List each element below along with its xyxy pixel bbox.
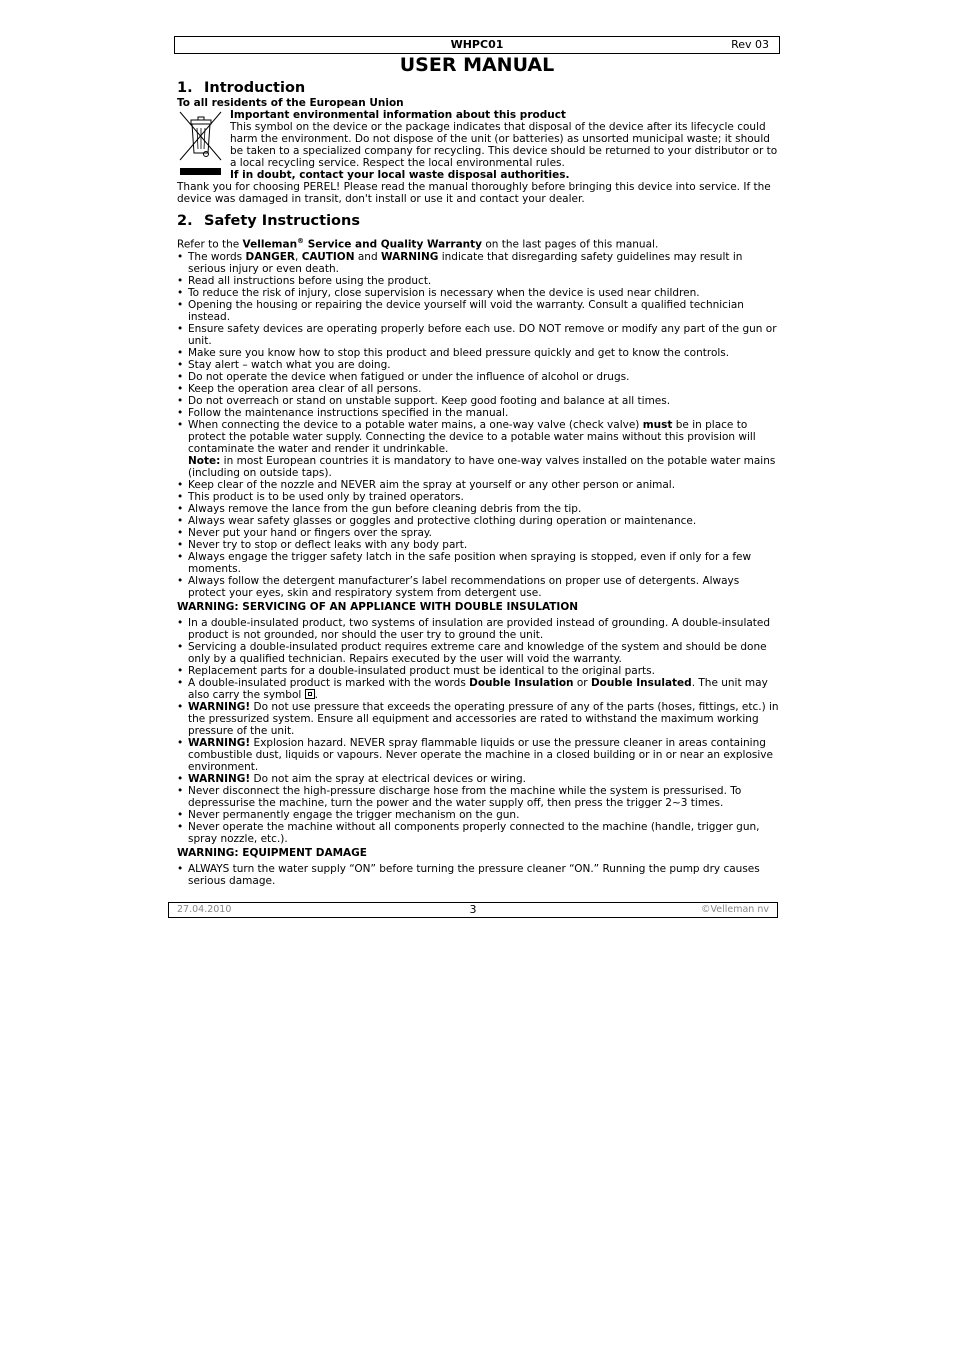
list-item: • Never operate the machine without all components properly connected to the machine (handle, trigger gun, spray nozzle, etc.). bbox=[177, 821, 780, 845]
crossed-out-bin-icon bbox=[177, 109, 227, 179]
list-item: • Keep clear of the nozzle and NEVER aim the spray at yourself or any other person or animal. bbox=[177, 479, 780, 491]
list-item: • WARNING! Explosion hazard. NEVER spray flammable liquids or use the pressure cleaner in areas containing combustible dust, liquids or vapours. Never operate the machine in a closed building or in or near an explosive environment. bbox=[177, 737, 780, 773]
document-title: USER MANUAL bbox=[399, 54, 555, 76]
page-footer bbox=[168, 902, 778, 918]
equipment-damage-heading: WARNING: EQUIPMENT DAMAGE bbox=[177, 846, 367, 859]
footer-copyright: ©Velleman nv bbox=[701, 904, 769, 915]
list-item: • Never disconnect the high-pressure discharge hose from the machine while the system is pressurised. To depressurise the machine, turn the power and the water supply off, then press the trigger 2~3 times. bbox=[177, 785, 780, 809]
list-item: • Do not overreach or stand on unstable support. Keep good footing and balance at all times. bbox=[177, 395, 780, 407]
warranty-reference: Refer to the Velleman® Service and Quality Warranty on the last pages of this manual. bbox=[177, 237, 659, 251]
environment-bold-note: If in doubt, contact your local waste disposal authorities. bbox=[230, 169, 570, 181]
document-body bbox=[174, 80, 780, 887]
list-item: • Do not operate the device when fatigued or under the influence of alcohol or drugs. bbox=[177, 371, 780, 383]
environment-title: Important environmental information about this product bbox=[230, 109, 566, 121]
list-item: • Replacement parts for a double-insulated product must be identical to the original parts. bbox=[177, 665, 780, 677]
list-item: • Always wear safety glasses or goggles and protective clothing during operation or maintenance. bbox=[177, 515, 780, 527]
list-item: • Servicing a double-insulated product requires extreme care and knowledge of the system and should be done only by a qualified technician. Repairs executed by the user will void the warranty. bbox=[177, 641, 780, 665]
list-item: • Stay alert – watch what you are doing. bbox=[177, 359, 780, 371]
equipment-damage-list bbox=[177, 863, 780, 887]
double-insulation-heading: WARNING: SERVICING OF AN APPLIANCE WITH DOUBLE INSULATION bbox=[177, 600, 579, 613]
list-item: • Never try to stop or deflect leaks with any body part. bbox=[177, 539, 780, 551]
list-item: • Ensure safety devices are operating properly before each use. DO NOT remove or modify any part of the gun or unit. bbox=[177, 323, 780, 347]
thanks-paragraph: Thank you for choosing PEREL! Please read the manual thoroughly before bringing this device into service. If the device was damaged in transit, don't install or use it and contact your dealer. bbox=[177, 181, 771, 205]
environment-body: This symbol on the device or the package indicates that disposal of the device after its lifecycle could harm the environment. Do not dispose of the unit (or batteries) as unsorted municipal waste; it should be taken to a specialized company for recycling. This device should be returned to your distributor or to a local recycling service. Respect the local environmental rules. bbox=[230, 121, 778, 169]
section-heading-safety: 2. Safety Instructions bbox=[177, 213, 360, 229]
list-item: • Never put your hand or fingers over the spray. bbox=[177, 527, 780, 539]
list-item: • A double-insulated product is marked with the words Double Insulation or Double Insulated. The unit may also carry the symbol . bbox=[177, 677, 780, 701]
section-heading-introduction: 1. Introduction bbox=[177, 80, 306, 96]
list-item: • In a double-insulated product, two systems of insulation are provided instead of grounding. A double-insulated product is not grounded, nor should the user try to ground the unit. bbox=[177, 617, 780, 641]
safety-list bbox=[177, 251, 780, 599]
list-item: • The words DANGER, CAUTION and WARNING indicate that disregarding safety guidelines may result in serious injury or even death. bbox=[177, 251, 780, 275]
page-header bbox=[174, 36, 780, 54]
list-item: • WARNING! Do not use pressure that exceeds the operating pressure of any of the parts (hoses, fittings, etc.) in the pressurized system. Ensure all equipment and accessories are rated to withstand the maximum working pressure of the unit. bbox=[177, 701, 780, 737]
eu-residents-heading: To all residents of the European Union bbox=[177, 97, 404, 109]
list-item: • Always engage the trigger safety latch in the safe position when spraying is stopped, even if only for a few moments. bbox=[177, 551, 780, 575]
environment-text bbox=[230, 109, 780, 181]
list-item: • Never permanently engage the trigger mechanism on the gun. bbox=[177, 809, 780, 821]
list-item: • To reduce the risk of injury, close supervision is necessary when the device is used near children. bbox=[177, 287, 780, 299]
double-insulation-list bbox=[177, 617, 780, 845]
list-item: • WARNING! Do not aim the spray at electrical devices or wiring. bbox=[177, 773, 780, 785]
footer-date: 27.04.2010 bbox=[177, 904, 232, 915]
double-insulation-icon bbox=[305, 689, 315, 699]
environment-block bbox=[177, 109, 780, 181]
list-item: • Read all instructions before using the product. bbox=[177, 275, 780, 287]
list-item: • Make sure you know how to stop this product and bleed pressure quickly and get to know the controls. bbox=[177, 347, 780, 359]
list-item: • This product is to be used only by trained operators. bbox=[177, 491, 780, 503]
model-number: WHPC01 bbox=[450, 38, 504, 51]
list-item: • Always remove the lance from the gun before cleaning debris from the tip. bbox=[177, 503, 780, 515]
list-item: • ALWAYS turn the water supply “ON” before turning the pressure cleaner “ON.” Running the pump dry causes serious damage. bbox=[177, 863, 780, 887]
list-item: • Always follow the detergent manufacturer’s label recommendations on proper use of detergents. Always protect your eyes, skin and respiratory system from detergent use. bbox=[177, 575, 780, 599]
list-item: • Opening the housing or repairing the device yourself will void the warranty. Consult a qualified technician instead. bbox=[177, 299, 780, 323]
list-item: • When connecting the device to a potable water mains, a one-way valve (check valve) must be in place to protect the potable water supply. Connecting the device to a potable water mains without this provision will contaminate the water and render it undrinkable. Note: in most European countries it is mandatory to have one-way valves installed on the potable water mains (including on outside taps). bbox=[177, 419, 780, 479]
list-item: • Keep the operation area clear of all persons. bbox=[177, 383, 780, 395]
revision: Rev 03 bbox=[731, 38, 769, 51]
list-item: • Follow the maintenance instructions specified in the manual. bbox=[177, 407, 780, 419]
page-number: 3 bbox=[469, 903, 477, 916]
manual-page bbox=[174, 36, 780, 887]
